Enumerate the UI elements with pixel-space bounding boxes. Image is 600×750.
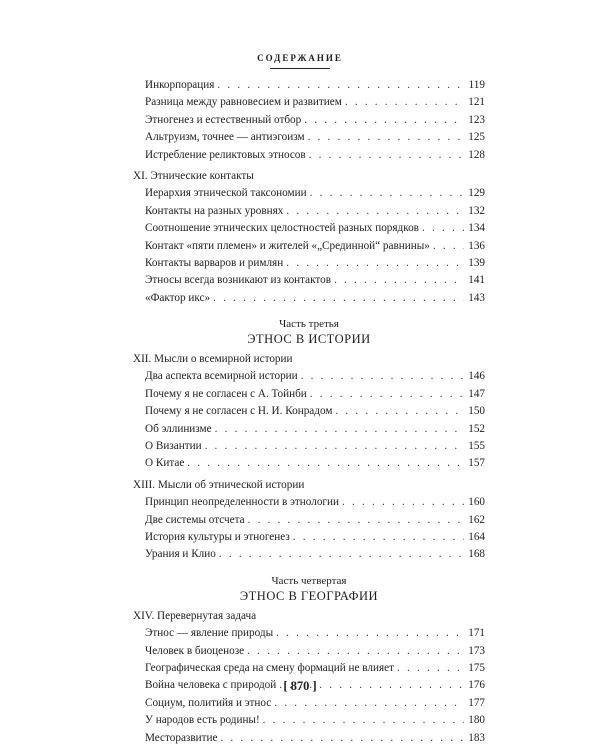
entry-page: 155	[468, 440, 485, 453]
entry-page: 160	[468, 496, 485, 509]
entry-page: 139	[468, 256, 485, 269]
leader-dots	[286, 203, 464, 220]
entry-page: 141	[468, 274, 485, 287]
leader-dots	[205, 438, 464, 455]
part-title: ЭТНОС В ГЕОГРАФИИ	[239, 588, 379, 603]
leader-dots	[274, 695, 464, 712]
leader-dots	[334, 272, 464, 289]
entry-page: 175	[468, 661, 485, 674]
leader-dots	[397, 660, 464, 677]
toc-entry	[133, 494, 485, 511]
entry-page: 177	[468, 696, 485, 709]
toc-entry	[133, 238, 485, 255]
chapter-entries	[133, 368, 485, 472]
toc-entry	[133, 185, 485, 202]
entry-page: 157	[468, 457, 485, 470]
leader-dots	[187, 455, 464, 472]
entry-page: 146	[468, 370, 485, 383]
entry-title: Принцип неопределенности в этнологии	[145, 496, 339, 509]
entry-page: 147	[468, 387, 485, 400]
entry-page: 136	[468, 239, 485, 252]
toc-entry	[133, 220, 485, 237]
leader-dots	[286, 255, 464, 272]
toc-entry	[133, 643, 485, 660]
header-rule	[270, 68, 330, 69]
entry-page: 150	[468, 405, 485, 418]
leader-dots	[342, 494, 464, 511]
toc-entry	[133, 129, 485, 146]
toc-entry	[133, 77, 485, 94]
toc-entry	[133, 94, 485, 111]
toc-entry	[133, 203, 485, 220]
leader-dots	[345, 94, 464, 111]
leader-dots	[215, 421, 464, 438]
entry-title: «Фактор икс»	[145, 291, 211, 304]
running-header: СОДЕРЖАНИЕ	[257, 53, 343, 63]
entry-title: Война человека с природой	[145, 679, 277, 692]
entry-page: 129	[468, 187, 485, 200]
entry-title: Иерархия этнической таксономии	[145, 187, 307, 200]
chapter-entries	[133, 494, 485, 564]
entry-title: Разница между равновесием и развитием	[145, 96, 342, 109]
part-label: Часть третья	[279, 318, 339, 331]
entry-title: Соотношение этнических целостностей разных порядков	[145, 222, 419, 235]
entry-title: Два аспекта всемирной истории	[145, 370, 298, 383]
leader-dots	[247, 643, 464, 660]
entry-page: 164	[468, 530, 485, 543]
leader-dots	[304, 112, 464, 129]
toc-entry	[133, 438, 485, 455]
toc-entry	[133, 512, 485, 529]
toc-entry	[133, 272, 485, 289]
entry-page: 152	[468, 422, 485, 435]
toc-entry	[133, 386, 485, 403]
entry-title: Альтруизм, точнее — антиэгоизм	[145, 131, 305, 144]
table-of-contents	[133, 77, 485, 747]
entry-title: Человек в биоценозе	[145, 644, 245, 657]
entry-title: Об эллинизме	[145, 422, 212, 435]
entry-title: Этносы всегда возникают из контактов	[145, 274, 332, 287]
toc-entry	[133, 255, 485, 272]
entry-title: Контакты на разных уровнях	[145, 204, 284, 217]
entry-title: Этногенез и естественный отбор	[145, 113, 302, 126]
toc-entry	[133, 403, 485, 420]
toc-entry	[133, 529, 485, 546]
entry-title: Почему я не согласен с Н. И. Конрадом	[145, 405, 333, 418]
chapter-heading: XIV. Перевернутая задача	[133, 609, 257, 622]
entry-title: Урания и Клио	[145, 548, 216, 561]
entry-page: 121	[468, 96, 485, 109]
entry-page: 180	[468, 714, 485, 727]
leader-dots	[309, 147, 464, 164]
leader-dots	[422, 220, 464, 237]
entry-title: Социум, политийя и этнос	[145, 696, 272, 709]
entry-title: У народов есть родины!	[145, 714, 260, 727]
entry-page: 168	[468, 548, 485, 561]
entry-page: 173	[468, 644, 485, 657]
chapter-heading: XIII. Мысли об этнической истории	[133, 478, 305, 491]
entry-page: 134	[468, 222, 485, 235]
chapter-heading: XI. Этнические контакты	[133, 169, 254, 182]
entry-page: 171	[468, 627, 485, 640]
leader-dots	[217, 77, 464, 94]
entry-page: 132	[468, 204, 485, 217]
leader-dots	[293, 529, 464, 546]
toc-entry	[133, 455, 485, 472]
leader-dots	[310, 185, 464, 202]
entry-title: Две системы отсчета	[145, 513, 245, 526]
entry-page: 128	[468, 148, 485, 161]
entry-page: 183	[468, 731, 485, 744]
entry-title: Географическая среда на смену формаций не влияет	[145, 661, 394, 674]
entry-title: История культуры и этногенез	[145, 530, 290, 543]
leader-dots	[263, 712, 464, 729]
chapter-entries	[133, 185, 485, 307]
toc-entry	[133, 147, 485, 164]
part-label: Часть четвертая	[271, 574, 347, 587]
leader-dots	[301, 368, 464, 385]
entry-title: О Китае	[145, 457, 185, 470]
toc-entry	[133, 730, 485, 747]
toc-entry	[133, 546, 485, 563]
leader-dots	[248, 512, 464, 529]
entry-title: Истребление реликтовых этносов	[145, 148, 306, 161]
entry-title: Месторазвитие	[145, 731, 218, 744]
toc-entry	[133, 368, 485, 385]
entry-title: Контакт «пяти племен» и жителей «„Срединной“ равнины»	[145, 239, 430, 252]
toc-group-continued	[133, 77, 485, 164]
toc-entry	[133, 695, 485, 712]
entry-page: 143	[468, 291, 485, 304]
leader-dots	[213, 290, 464, 307]
toc-entry	[133, 112, 485, 129]
entry-page: 162	[468, 513, 485, 526]
leader-dots	[433, 238, 464, 255]
entry-page: 123	[468, 113, 485, 126]
leader-dots	[310, 386, 464, 403]
leader-dots	[276, 625, 464, 642]
leader-dots	[335, 403, 464, 420]
toc-entry	[133, 660, 485, 677]
page-number: [ 870 ]	[283, 679, 317, 693]
entry-page: 119	[468, 79, 485, 91]
entry-title: Этнос — явление природы	[145, 627, 274, 640]
entry-page: 176	[468, 679, 485, 692]
toc-entry	[133, 712, 485, 729]
toc-entry	[133, 421, 485, 438]
toc-entry	[133, 290, 485, 307]
entry-title: О Византии	[145, 440, 202, 453]
entry-title: Почему я не согласен с А. Тойнби	[145, 387, 307, 400]
entry-page: 125	[468, 131, 485, 144]
leader-dots	[220, 730, 464, 747]
toc-entry	[133, 625, 485, 642]
leader-dots	[219, 546, 464, 563]
part-title: ЭТНОС В ИСТОРИИ	[247, 332, 371, 347]
entry-title: Контакты варваров и римлян	[145, 256, 284, 269]
chapter-heading: XII. Мысли о всемирной истории	[133, 353, 293, 366]
entry-title: Инкорпорация	[145, 79, 215, 91]
leader-dots	[308, 129, 464, 146]
